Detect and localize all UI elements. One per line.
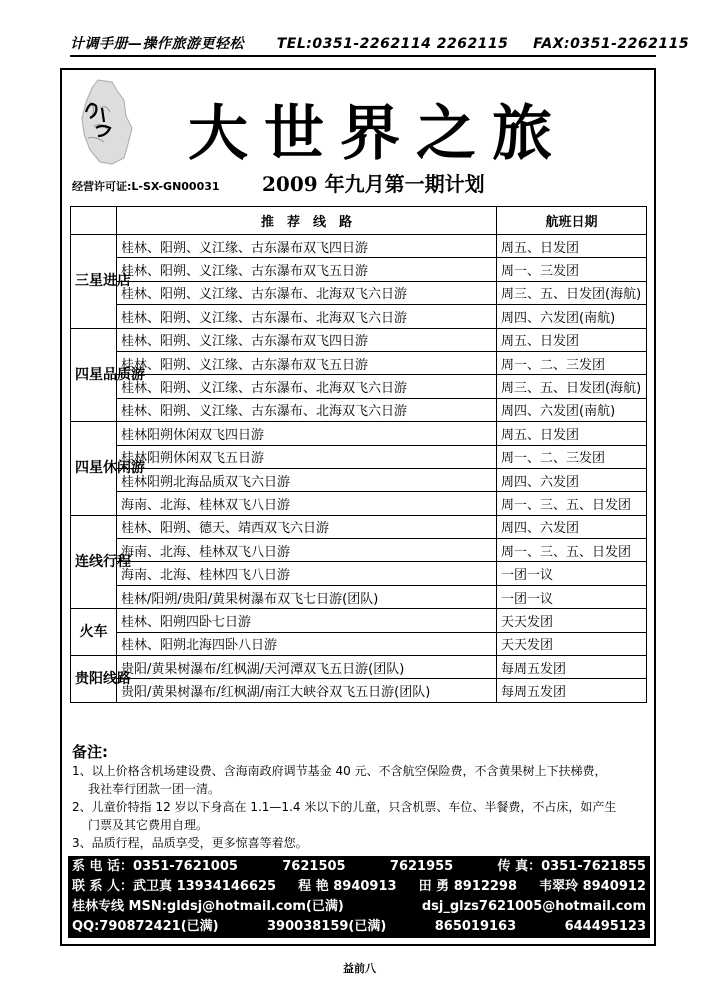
category-cell: 连线行程 <box>71 515 117 609</box>
contact-qq-row <box>68 917 650 937</box>
date-cell: 每周五发团 <box>497 656 647 679</box>
table-row <box>71 468 647 491</box>
note-3: 3、品质行程，品质享受，更多惊喜等着您。 <box>72 836 308 850</box>
date-cell: 周一、二、三发团 <box>497 445 647 468</box>
table-row <box>71 281 647 304</box>
route-cell: 海南、北海、桂林双飞八日游 <box>117 539 497 562</box>
route-cell: 桂林、阳朔、德天、靖西双飞六日游 <box>117 515 497 538</box>
plan-title: 2009 年九月第一期计划 <box>262 172 485 196</box>
contact-box <box>68 856 650 938</box>
contact-person-2: 程 艳 8940913 <box>298 879 397 894</box>
table-row <box>71 609 647 632</box>
table-row <box>71 422 647 445</box>
header-tel: TEL:0351-2262114 2262115 <box>276 36 509 52</box>
date-cell: 周四、六发团(南航) <box>497 398 647 421</box>
contact-fax: 传 真：0351-7621855 <box>497 859 646 874</box>
contact-phone-row <box>68 857 650 877</box>
table-row <box>71 492 647 515</box>
date-cell: 天天发团 <box>497 632 647 655</box>
note-1a: 1、以上价格含机场建设费、含海南政府调节基金 40 元、不含航空保险费，不含黄果树上下扶梯费， <box>72 764 607 778</box>
table-row <box>71 398 647 421</box>
date-cell: 周一、三、五、日发团 <box>497 492 647 515</box>
route-cell: 桂林、阳朔、义江缘、古东瀑布双飞四日游 <box>117 235 497 258</box>
route-cell: 海南、北海、桂林双飞八日游 <box>117 492 497 515</box>
contact-msn-2: dsj_glzs7621005@hotmail.com <box>421 899 646 914</box>
category-cell: 四星品质游 <box>71 328 117 422</box>
category-cell: 贵阳线路 <box>71 656 117 703</box>
route-cell: 桂林、阳朔、义江缘、古东瀑布、北海双飞六日游 <box>117 375 497 398</box>
table-row <box>71 539 647 562</box>
route-cell: 桂林阳朔休闲双飞四日游 <box>117 422 497 445</box>
header-cell-route: 推 荐 线 路 <box>117 207 497 235</box>
header-cell-blank <box>71 207 117 235</box>
header-fax: FAX:0351-2262115 <box>533 36 690 52</box>
route-cell: 桂林/阳朔/贵阳/黄果树瀑布双飞七日游(团队) <box>117 585 497 608</box>
route-cell: 桂林、阳朔、义江缘、古东瀑布双飞五日游 <box>117 258 497 281</box>
date-cell: 周四、六发团 <box>497 515 647 538</box>
contact-qq-2: 390038159(已满) <box>267 919 387 934</box>
route-cell: 桂林、阳朔、义江缘、古东瀑布、北海双飞六日游 <box>117 305 497 328</box>
contact-phone-2: 7621505 <box>282 859 346 874</box>
route-cell: 桂林、阳朔、义江缘、古东瀑布、北海双飞六日游 <box>117 281 497 304</box>
contact-phone: 系 电 话：0351-7621005 <box>72 859 238 874</box>
page-title: 大世界之旅 <box>188 99 568 169</box>
route-cell: 桂林、阳朔四卧七日游 <box>117 609 497 632</box>
date-cell: 天天发团 <box>497 609 647 632</box>
date-cell: 周四、六发团 <box>497 468 647 491</box>
table-row <box>71 305 647 328</box>
contact-person-3: 田 勇 8912298 <box>418 879 518 894</box>
route-cell: 贵阳/黄果树瀑布/红枫湖/天河潭双飞五日游(团队) <box>117 656 497 679</box>
header-line <box>70 33 690 57</box>
contact-phone-3: 7621955 <box>389 859 454 874</box>
contact-person-4: 韦翠玲 8940912 <box>539 879 646 894</box>
note-2a: 2、儿童价特指 12 岁以下身高在 1.1—1.4 米以下的儿童，只含机票、车位、半餐费，不占床，如产生 <box>72 800 617 814</box>
note-2b: 门票及其它费用自理。 <box>88 818 209 832</box>
category-cell: 火车 <box>71 609 117 656</box>
contact-person-1: 联 系 人：武卫真 13934146625 <box>72 879 277 894</box>
category-cell: 三星进店 <box>71 235 117 329</box>
contact-qq-1: QQ:790872421(已满) <box>72 919 219 934</box>
notes-section <box>72 742 652 852</box>
route-cell: 海南、北海、桂林四飞八日游 <box>117 562 497 585</box>
contact-qq-4: 644495123 <box>564 919 646 934</box>
notes-heading: 备注: <box>72 743 108 761</box>
date-cell: 周五、日发团 <box>497 328 647 351</box>
date-cell: 周一、三发团 <box>497 258 647 281</box>
route-cell: 桂林、阳朔、义江缘、古东瀑布双飞五日游 <box>117 351 497 374</box>
date-cell: 周五、日发团 <box>497 422 647 445</box>
header-tagline: 计调手册—操作旅游更轻松 <box>70 36 244 52</box>
contact-msn-row <box>68 897 650 917</box>
date-cell: 周三、五、日发团(海航) <box>497 281 647 304</box>
route-cell: 桂林阳朔北海品质双飞六日游 <box>117 468 497 491</box>
table-header-row <box>71 207 647 235</box>
route-cell: 贵阳/黄果树瀑布/红枫湖/南江大峡谷双飞五日游(团队) <box>117 679 497 702</box>
contact-person-row <box>68 877 650 897</box>
date-cell: 一团一议 <box>497 585 647 608</box>
date-cell: 周一、三、五、日发团 <box>497 539 647 562</box>
table-row <box>71 375 647 398</box>
table-row <box>71 351 647 374</box>
table-row <box>71 656 647 679</box>
table-row <box>71 445 647 468</box>
date-cell: 周一、二、三发团 <box>497 351 647 374</box>
contact-qq-3: 865019163 <box>434 919 517 934</box>
table-row <box>71 585 647 608</box>
license-number: 经营许可证:L-SX-GN00031 <box>72 180 220 193</box>
date-cell: 周五、日发团 <box>497 235 647 258</box>
table-row <box>71 679 647 702</box>
header-cell-date: 航班日期 <box>497 207 647 235</box>
table-row <box>71 258 647 281</box>
table-row <box>71 632 647 655</box>
table-row <box>71 328 647 351</box>
shanxi-map-logo <box>76 78 136 166</box>
date-cell: 一团一议 <box>497 562 647 585</box>
date-cell: 每周五发团 <box>497 679 647 702</box>
date-cell: 周三、五、日发团(海航) <box>497 375 647 398</box>
route-cell: 桂林、阳朔北海四卧八日游 <box>117 632 497 655</box>
date-cell: 周四、六发团(南航) <box>497 305 647 328</box>
route-cell: 桂林、阳朔、义江缘、古东瀑布、北海双飞六日游 <box>117 398 497 421</box>
table-row <box>71 235 647 258</box>
table-row <box>71 562 647 585</box>
route-cell: 桂林阳朔休闲双飞五日游 <box>117 445 497 468</box>
page-footer: 益前八 <box>343 962 376 975</box>
category-cell: 四星休闲游 <box>71 422 117 516</box>
route-table <box>70 206 647 703</box>
note-1b: 我社奉行团款一团一清。 <box>88 782 221 796</box>
contact-msn-1: 桂林专线 MSN:gldsj@hotmail.com(已满) <box>72 899 344 914</box>
route-cell: 桂林、阳朔、义江缘、古东瀑布双飞四日游 <box>117 328 497 351</box>
table-row <box>71 515 647 538</box>
